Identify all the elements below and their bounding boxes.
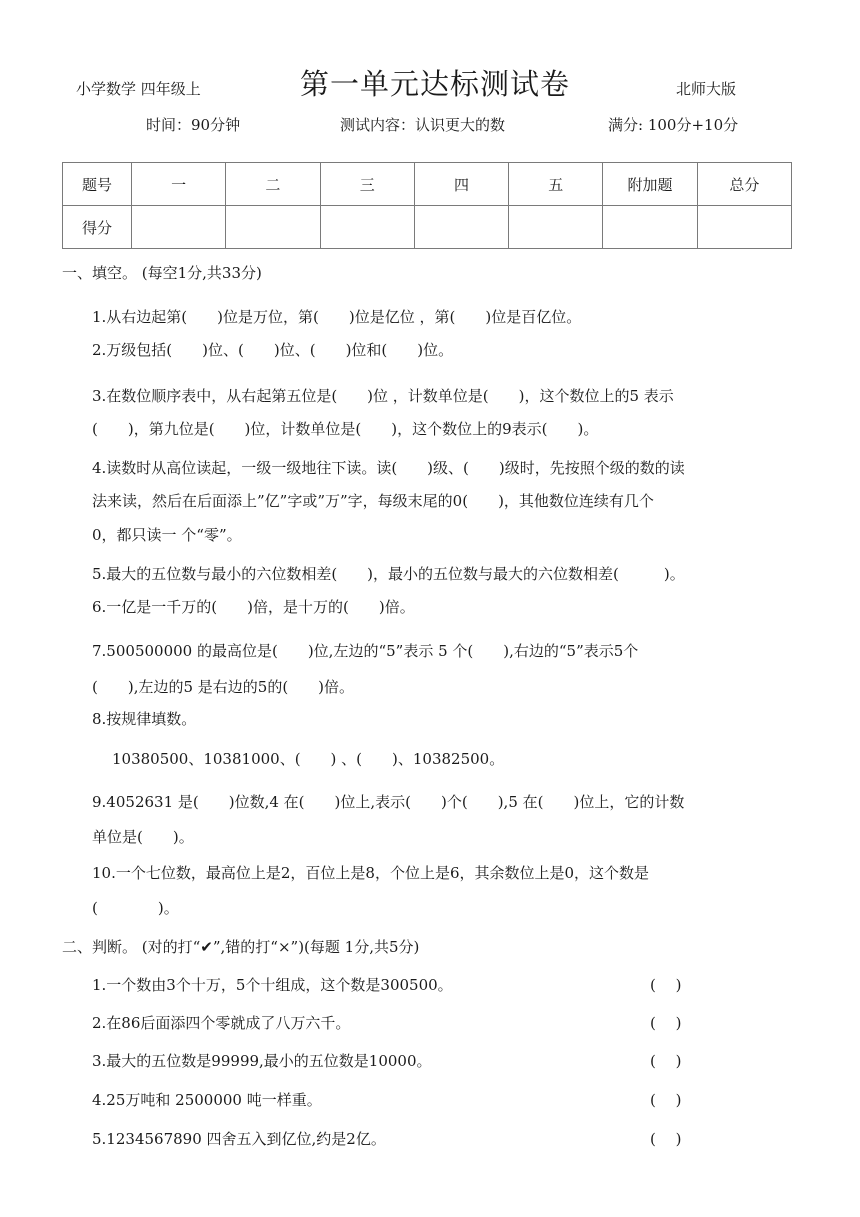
judge-item: 5.1234567890 四舍五入到亿位,约是2亿。 bbox=[92, 1130, 386, 1148]
answer-box[interactable]: ( ) bbox=[650, 1130, 682, 1148]
question-line: 5.最大的五位数与最小的六位数相差( )，最小的五位数与最大的六位数相差( )。 bbox=[92, 565, 685, 583]
table-cell: 三 bbox=[320, 163, 414, 206]
score-input-cell[interactable] bbox=[132, 206, 226, 249]
score-input-cell[interactable] bbox=[414, 206, 508, 249]
question-line: 8.按规律填数。 bbox=[92, 710, 197, 728]
judge-item: 4.25万吨和 2500000 吨一样重。 bbox=[92, 1091, 322, 1109]
question-line: 2.万级包括( )位、( )位、( )位和( )位。 bbox=[92, 341, 454, 359]
table-cell: 得分 bbox=[63, 206, 132, 249]
table-cell: 二 bbox=[226, 163, 320, 206]
table-cell: 附加题 bbox=[603, 163, 697, 206]
section-1-title: 一、填空。 (每空1分,共33分) bbox=[62, 264, 262, 282]
section-2-title: 二、判断。 (对的打“✔”,错的打“×”)(每题 1分,共5分) bbox=[62, 938, 420, 956]
score-table bbox=[62, 162, 792, 249]
question-line: 6.一亿是一千万的( )倍，是十万的( )倍。 bbox=[92, 598, 415, 616]
score-input-cell[interactable] bbox=[603, 206, 697, 249]
question-line: 9.4052631 是( )位数,4 在( )位上,表示( )个( ),5 在( )位上，它的计数 bbox=[92, 793, 685, 811]
edition-label: 北师大版 bbox=[676, 80, 737, 98]
table-cell: 总分 bbox=[697, 163, 791, 206]
question-line: 10.一个七位数，最高位上是2，百位上是8，个位上是6，其余数位上是0，这个数是 bbox=[92, 864, 650, 882]
question-line: 4.读数时从高位读起，一级一级地往下读。读( )级、( )级时，先按照个级的数的读 bbox=[92, 459, 685, 477]
question-line: 7.500500000 的最高位是( )位,左边的“5”表示 5 个( ),右边的“5”表示5个 bbox=[92, 642, 639, 660]
judge-item: 3.最大的五位数是99999,最小的五位数是10000。 bbox=[92, 1052, 432, 1070]
page-title: 第一单元达标测试卷 bbox=[300, 67, 571, 101]
question-line: ( )。 bbox=[92, 899, 179, 917]
content-info: 测试内容：认识更大的数 bbox=[340, 116, 506, 134]
score-input-cell[interactable] bbox=[320, 206, 414, 249]
table-cell: 一 bbox=[132, 163, 226, 206]
answer-box[interactable]: ( ) bbox=[650, 1091, 682, 1109]
table-cell: 四 bbox=[414, 163, 508, 206]
answer-box[interactable]: ( ) bbox=[650, 1014, 682, 1032]
score-input-cell[interactable] bbox=[509, 206, 603, 249]
table-cell: 五 bbox=[509, 163, 603, 206]
answer-box[interactable]: ( ) bbox=[650, 1052, 682, 1070]
question-line: ( ),左边的5 是右边的5的( )倍。 bbox=[92, 678, 355, 696]
judge-item: 2.在86后面添四个零就成了八万六千。 bbox=[92, 1014, 351, 1032]
question-line: 1.从右边起第( )位是万位，第( )位是亿位 ，第( )位是百亿位。 bbox=[92, 308, 582, 326]
score-table-header-row bbox=[63, 163, 792, 206]
question-line: 法来读，然后在后面添上”亿”字或”万”字，每级末尾的0( )，其他数位连续有几个 bbox=[92, 492, 654, 510]
full-score-info: 满分: 100分+10分 bbox=[608, 116, 739, 134]
time-info: 时间：90分钟 bbox=[146, 116, 241, 134]
judge-item: 1.一个数由3个十万，5个十组成，这个数是300500。 bbox=[92, 976, 453, 994]
score-input-cell[interactable] bbox=[226, 206, 320, 249]
question-line: 单位是( )。 bbox=[92, 828, 194, 846]
subject-label: 小学数学 四年级上 bbox=[76, 80, 201, 98]
score-table-score-row bbox=[63, 206, 792, 249]
question-line: 3.在数位顺序表中，从右起第五位是( )位 ，计数单位是( )，这个数位上的5 表示 bbox=[92, 387, 674, 405]
question-line: 10380500、10381000、( ) 、( )、10382500。 bbox=[112, 750, 505, 768]
table-cell: 题号 bbox=[63, 163, 132, 206]
question-line: ( )，第九位是( )位，计数单位是( )，这个数位上的9表示( )。 bbox=[92, 420, 599, 438]
score-input-cell[interactable] bbox=[697, 206, 791, 249]
answer-box[interactable]: ( ) bbox=[650, 976, 682, 994]
question-line: 0，都只读一 个“零”。 bbox=[92, 526, 242, 544]
